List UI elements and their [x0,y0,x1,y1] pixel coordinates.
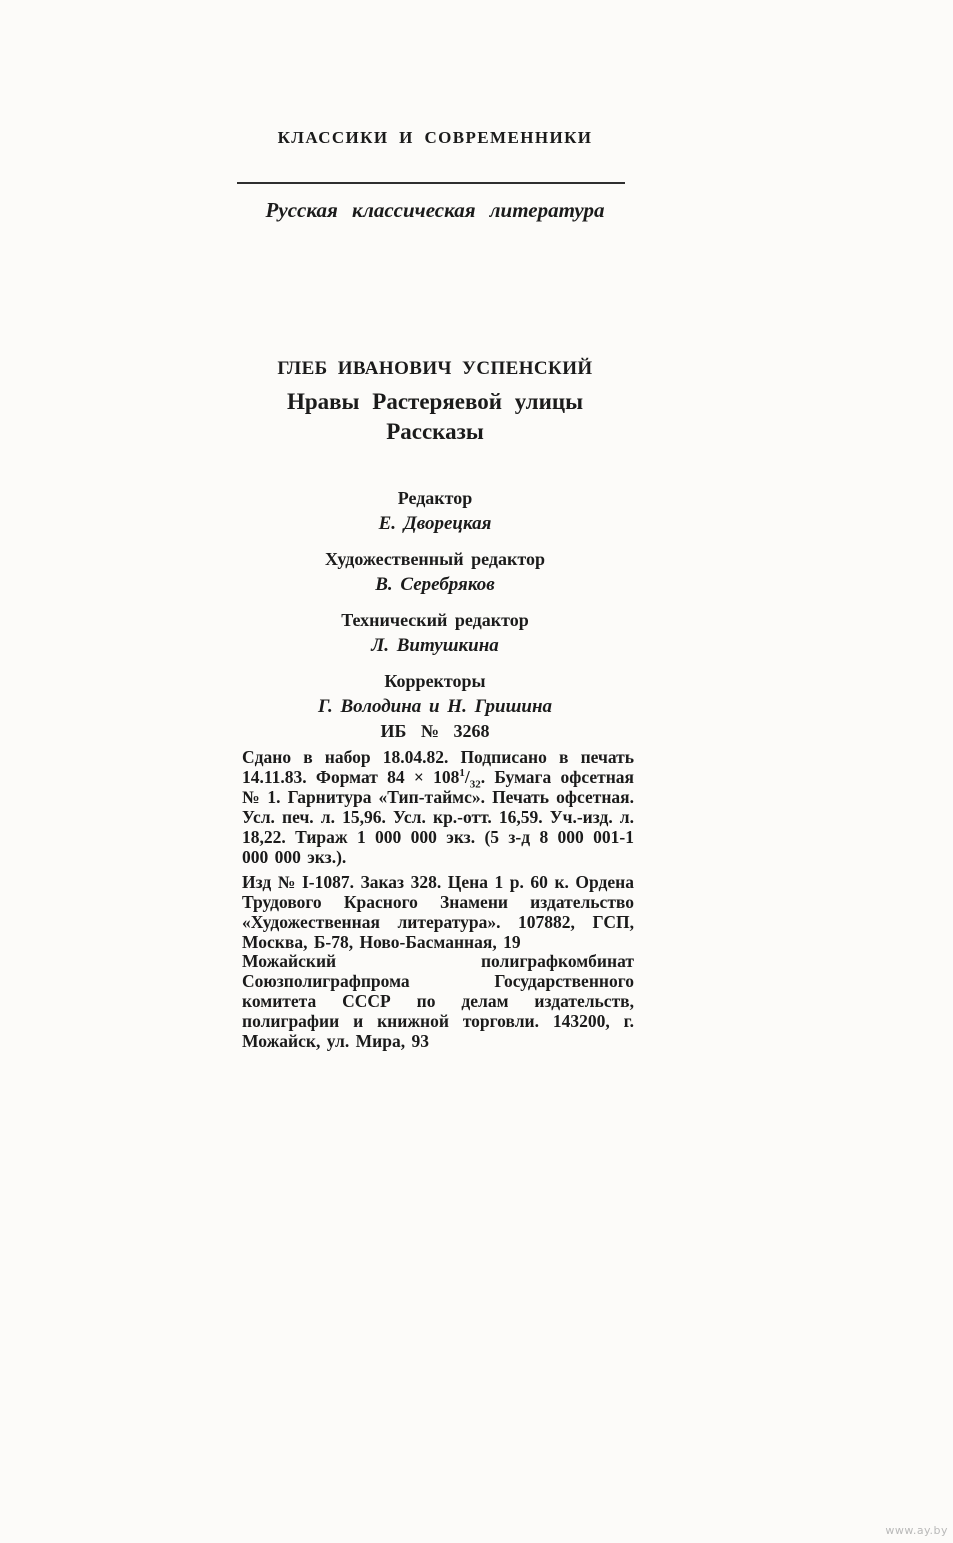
imprint-paragraph-publisher: Изд № I-1087. Заказ 328. Цена 1 р. 60 к. Ордена Трудового Красного Знамени издательство «Художественная литература». 107882, ГСП, Москва, Б-78, Ново-Басманная, 19 [242,872,634,952]
credits-list [237,486,633,730]
watermark: www.ay.by [885,1524,948,1537]
credit-group-technical-editor [237,608,633,659]
credit-name: В. Серебряков [375,574,495,595]
credit-role: Технический редактор [341,610,529,630]
credit-group-art-editor [237,547,633,598]
series-header: КЛАССИКИ И СОВРЕМЕННИКИ [277,128,593,147]
credit-group-proofreaders [237,669,633,720]
credit-name: Л. Витушкина [371,635,499,656]
book-subtitle: Рассказы [386,419,484,444]
format-fraction-denominator: 32 [469,778,481,791]
series-subtitle: Русская классическая литература [265,198,605,222]
imprint-paragraph-print-data [242,747,634,867]
ib-number: ИБ № 3268 [380,721,490,741]
credit-name: Е. Дворецкая [378,513,492,534]
imprint-text: Сдано в набор 18.04.82. Подписано в печать 14.11.83. Формат 84 × 108 [242,747,634,787]
credit-role: Редактор [397,488,473,508]
format-fraction-slash: / [464,767,470,787]
imprint-paragraph-printer: Можайский полиграфкомбинат Союзполиграфпрома Государственного комитета СССР по делам издательств, полиграфии и книжной торговли. 143200, г. Можайск, ул. Мира, 93 [242,951,634,1051]
book-title: Нравы Растеряевой улицы [286,389,584,414]
author-name: ГЛЕБ ИВАНОВИЧ УСПЕНСКИЙ [277,358,593,379]
imprint-text: . Бумага офсетная № 1. Гарнитура «Тип-таймс». Печать офсетная. Усл. печ. л. 15,96. Усл. кр.-отт. 16,59. Уч.-изд. л. 18,22. Тираж 1 000 000 экз. (5 з-д 8 000 001-1 000 000 экз.). [242,767,635,867]
credit-role: Художественный редактор [325,549,545,569]
credit-name: Г. Володина и Н. Гришина [317,696,553,717]
credit-role: Корректоры [384,671,486,691]
credit-group-editor [237,486,633,537]
format-fraction-numerator: 1 [459,767,465,780]
divider-rule [237,182,625,184]
